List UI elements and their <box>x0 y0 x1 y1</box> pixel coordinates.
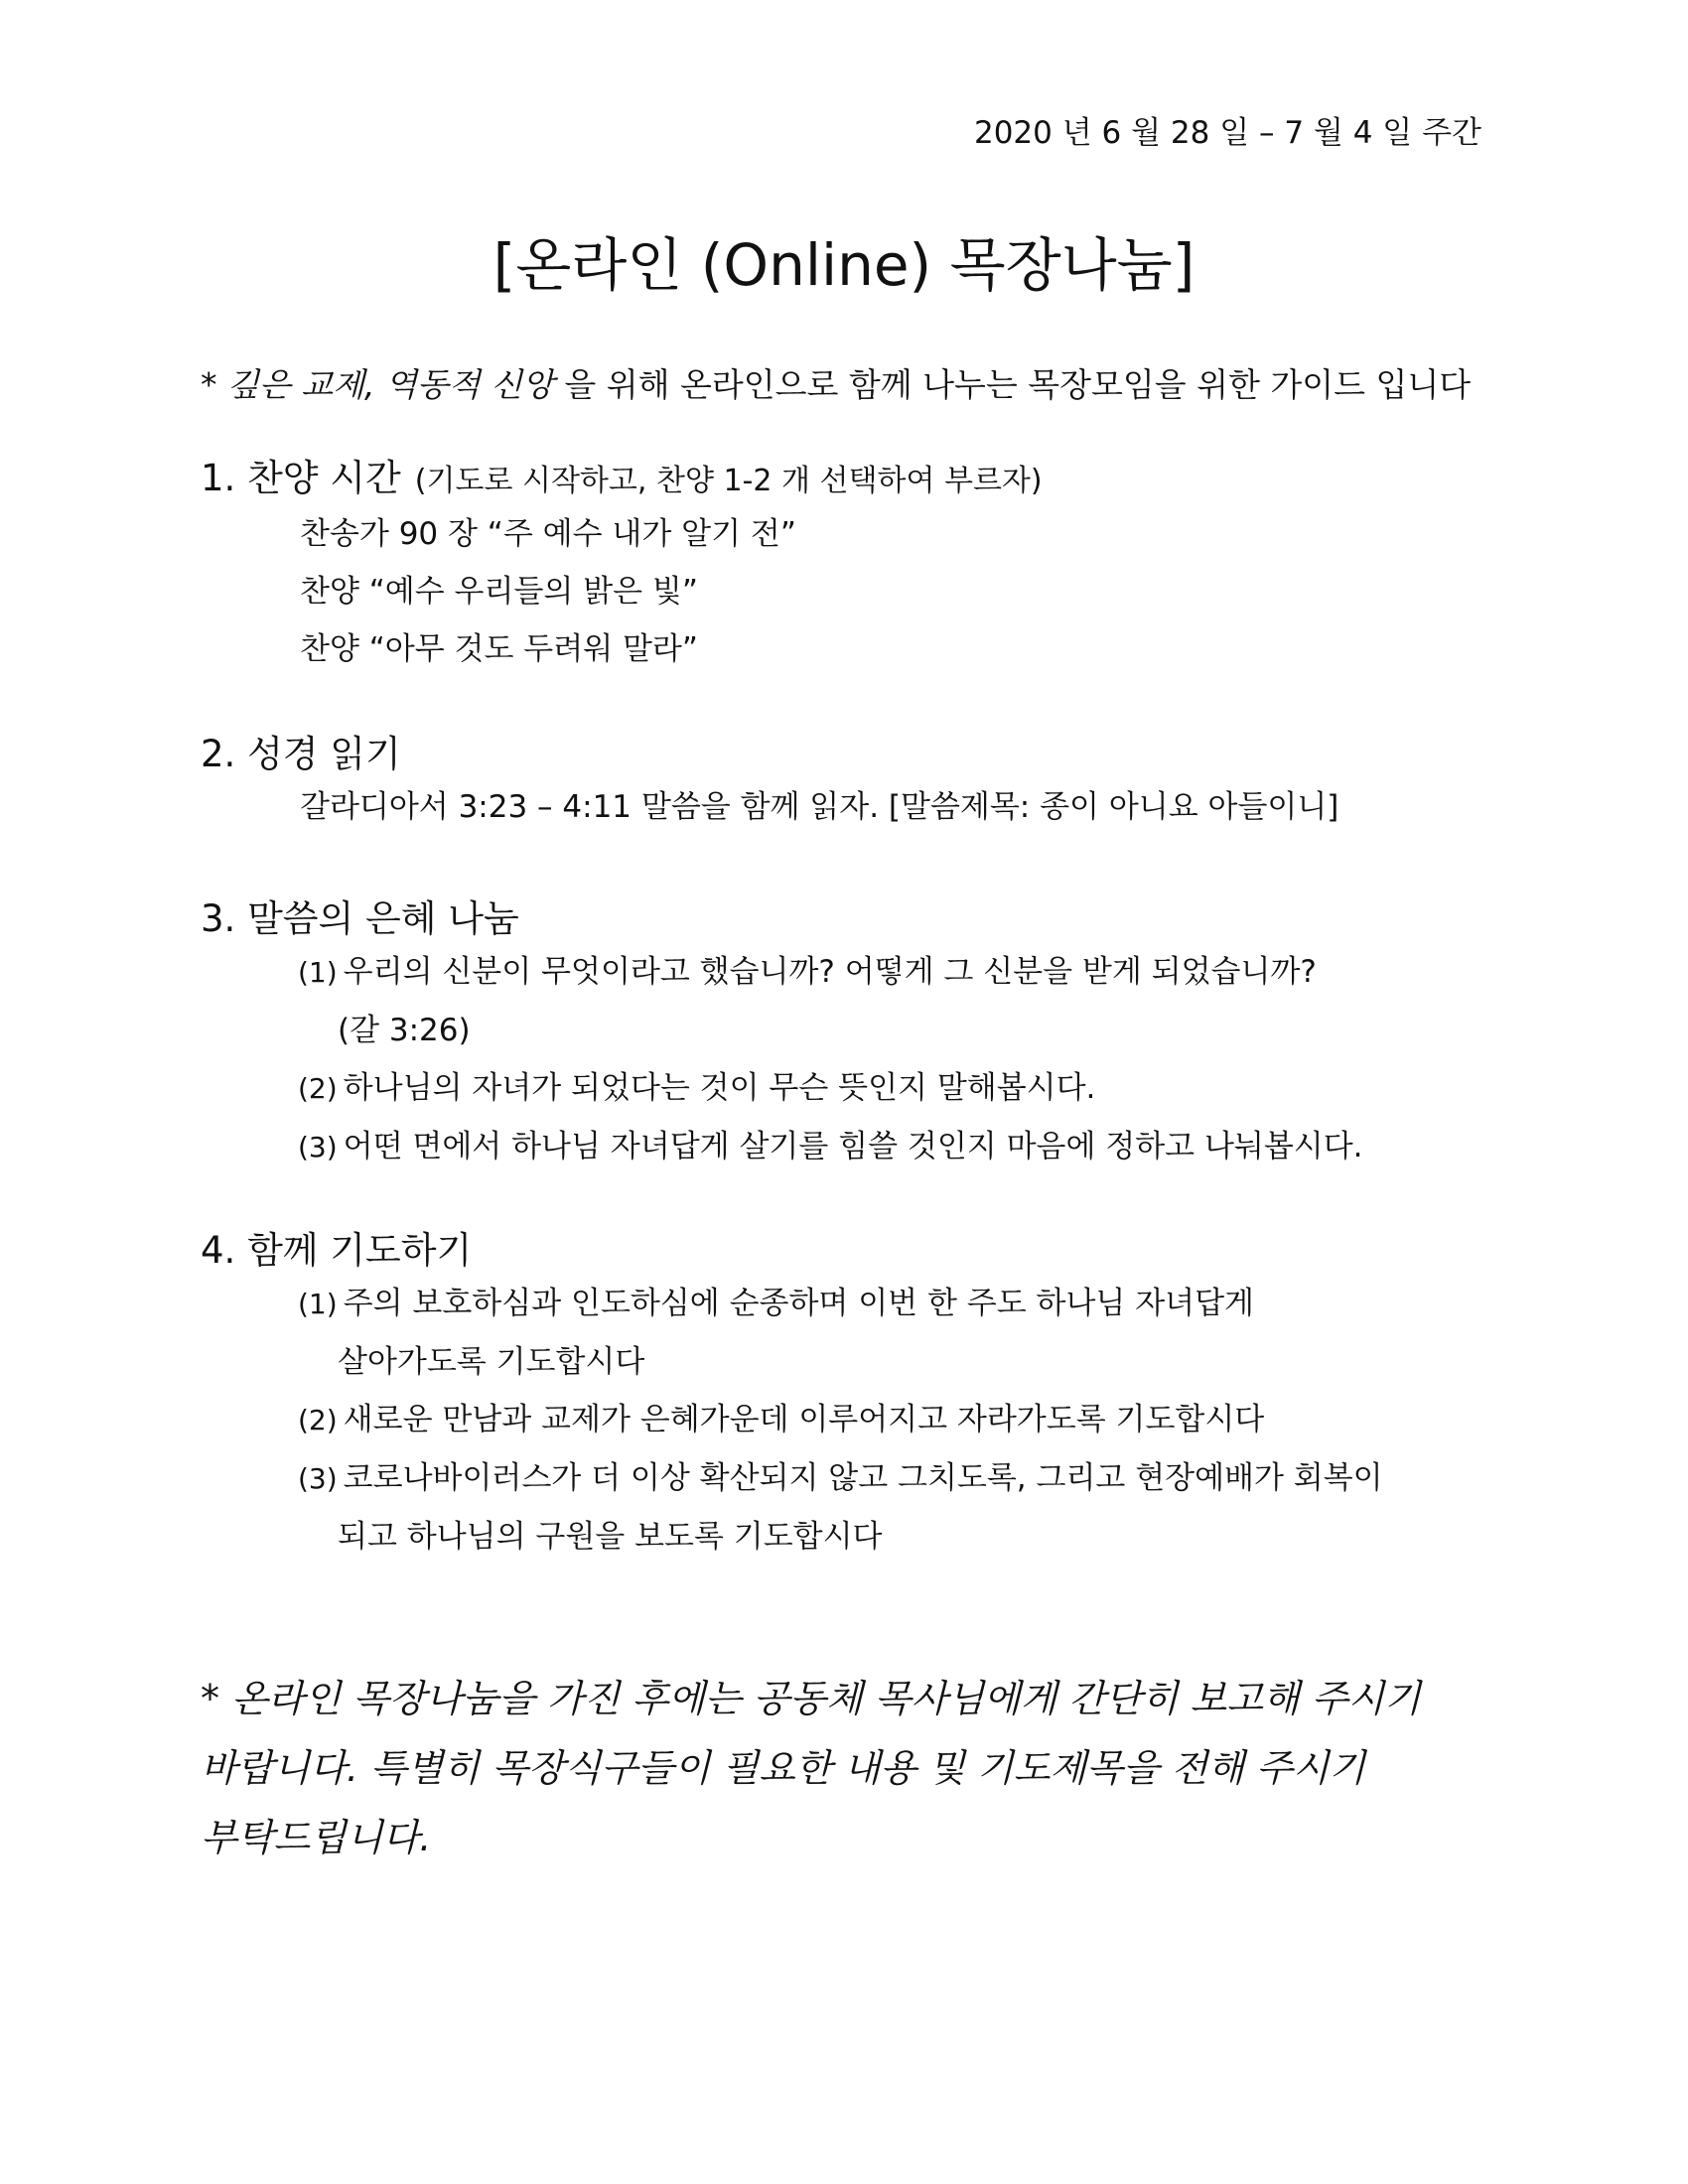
item-continuation: 살아가도록 기도합시다 <box>338 1344 645 1380</box>
list-item: 찬송가 90 장 “주 예수 내가 알기 전” <box>300 516 796 552</box>
section-bible-reading <box>201 731 1491 836</box>
intro-text: 을 위해 온라인으로 함께 나누는 목장모임을 위한 가이드 입니다 <box>553 365 1472 404</box>
item-text: 하나님의 자녀가 되었다는 것이 무슨 뜻인지 말해봅시다. <box>343 1070 1096 1106</box>
section-title: 2. 성경 읽기 <box>201 733 401 775</box>
closing-note <box>201 1664 1501 1872</box>
page-title: [온라인 (Online) 목장나눔] <box>492 231 1196 299</box>
item-text: 어떤 면에서 하나님 자녀답게 살기를 힘쓸 것인지 마음에 정하고 나눠봅시다. <box>343 1129 1363 1164</box>
item-text: 주의 보호하심과 인도하심에 순종하며 이번 한 주도 하나님 자녀답게 <box>343 1286 1254 1321</box>
item-number: (2) <box>298 1404 338 1436</box>
date-range: 2020 년 6 월 28 일 – 7 월 4 일 주간 <box>973 115 1481 151</box>
item-number: (3) <box>298 1131 338 1163</box>
closing-line: * 온라인 목장나눔을 가진 후에는 공동체 목사님에게 간단히 보고해 주시기 <box>201 1677 1421 1720</box>
section-title: 3. 말씀의 은혜 나눔 <box>201 897 519 940</box>
list-item <box>298 1449 1491 1508</box>
list-item: 갈라디아서 3:23 – 4:11 말씀을 함께 읽자. [말씀제목: 종이 아니요 아들이니] <box>300 789 1339 825</box>
item-continuation: (갈 3:26) <box>338 1013 471 1048</box>
section-praise <box>201 455 1491 678</box>
item-text: 우리의 신분이 무엇이라고 했습니까? 어떻게 그 신분을 받게 되었습니까? <box>343 954 1317 990</box>
list-item <box>298 1391 1491 1449</box>
section-note: (기도로 시작하고, 찬양 1-2 개 선택하여 부르자) <box>414 464 1043 498</box>
section-sharing <box>201 895 1491 1176</box>
item-number: (3) <box>298 1462 338 1495</box>
list-item: 찬양 “예수 우리들의 밝은 빛” <box>300 574 698 610</box>
item-text: 코로나바이러스가 더 이상 확산되지 않고 그치도록, 그리고 현장예배가 회복이 <box>343 1460 1383 1496</box>
section-heading <box>201 455 1491 505</box>
item-continuation: 되고 하나님의 구원을 보도록 기도합시다 <box>338 1519 883 1555</box>
intro-emphasis: 깊은 교제, 역동적 신앙 <box>227 365 554 404</box>
list-item <box>298 943 1491 1002</box>
list-item: 찬양 “아무 것도 두려워 말라” <box>300 631 698 667</box>
intro-bullet: * <box>201 365 217 404</box>
section-title: 1. 찬양 시간 <box>201 457 401 499</box>
list-item <box>298 1275 1491 1333</box>
list-item <box>298 1059 1491 1118</box>
closing-line: 바랍니다. 특별히 목장식구들이 필요한 내용 및 기도제목을 전해 주시기 <box>201 1746 1366 1790</box>
item-text: 새로운 만남과 교제가 은혜가운데 이루어지고 자라가도록 기도합시다 <box>343 1402 1265 1437</box>
intro-line <box>201 359 1471 406</box>
section-prayer <box>201 1227 1491 1566</box>
item-number: (1) <box>298 1288 338 1320</box>
list-item <box>298 1118 1491 1176</box>
section-title: 4. 함께 기도하기 <box>201 1229 473 1272</box>
closing-line: 부탁드립니다. <box>201 1816 432 1859</box>
item-number: (1) <box>298 956 338 989</box>
item-number: (2) <box>298 1072 338 1105</box>
